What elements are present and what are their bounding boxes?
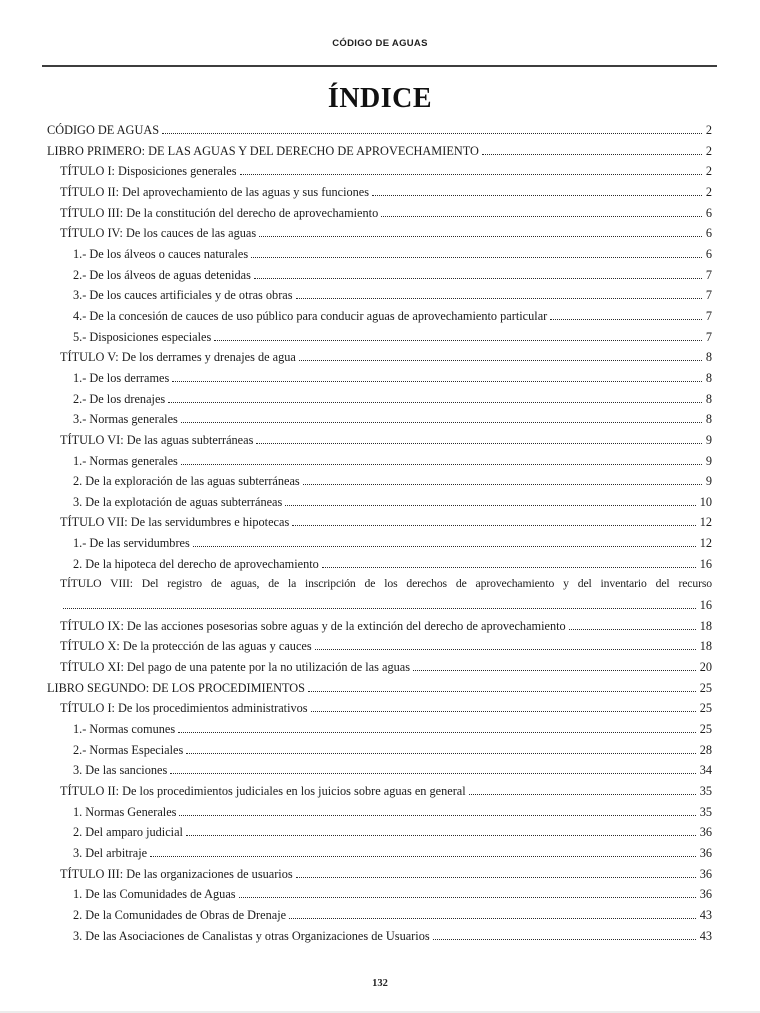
toc-entry-label: TÍTULO IV: De los cauces de las aguas — [60, 226, 257, 241]
toc-entry-label: 1.- Normas comunes — [73, 722, 176, 737]
page-title: ÍNDICE — [327, 83, 433, 114]
dot-leader — [303, 484, 702, 485]
toc-entry-label: TÍTULO VI: De las aguas subterráneas — [60, 432, 254, 447]
dot-leader — [381, 216, 702, 217]
toc-entry-label: 1.- Normas generales — [73, 453, 178, 468]
toc-entry-label: 5.- Disposiciones especiales — [73, 329, 212, 344]
toc-entry — [47, 492, 712, 513]
footer-page-number: 132 — [372, 978, 388, 989]
toc-entry-page-number: 2 — [705, 184, 712, 199]
toc-entry-page-number: 7 — [705, 308, 712, 323]
dot-leader — [181, 464, 702, 465]
toc-entry-page-number: 16 — [699, 556, 712, 571]
dot-leader — [289, 918, 696, 919]
dot-leader — [569, 629, 696, 630]
toc-entry-page-number: 18 — [699, 639, 712, 654]
toc-entry — [47, 223, 712, 244]
toc-entry — [47, 327, 712, 348]
toc-entry — [47, 719, 712, 740]
toc-entry-page-number: 9 — [705, 453, 712, 468]
toc-entry — [47, 451, 712, 472]
toc-entry-label: TÍTULO VIII: Del registro de aguas, de la inscripción de los derechos de aprovechamiento y del inventario del recurso — [60, 577, 712, 591]
header-rule — [42, 65, 717, 67]
dot-leader — [259, 236, 702, 237]
toc-entry-label: TÍTULO III: De las organizaciones de usuarios — [60, 866, 293, 881]
toc-entry-page-number: 7 — [705, 329, 712, 344]
dot-leader — [172, 381, 702, 382]
dot-leader — [254, 278, 702, 279]
toc-entry-label: TÍTULO IX: De las acciones posesorias sobre aguas y de la extinción del derecho de aprovechamiento — [60, 618, 566, 633]
dot-leader — [251, 257, 702, 258]
toc-entry-label: 1.- De los derrames — [73, 370, 170, 385]
dot-leader — [292, 525, 695, 526]
toc-entry-page-number: 28 — [699, 742, 712, 757]
dot-leader — [413, 670, 696, 671]
dot-leader — [186, 753, 695, 754]
toc-entry-page-number: 20 — [699, 660, 712, 675]
toc-entry — [47, 843, 712, 864]
running-header — [0, 38, 760, 49]
toc-entry-label: TÍTULO II: Del aprovechamiento de las aguas y sus funciones — [60, 184, 370, 199]
toc-entry — [47, 161, 712, 182]
toc-entry-label: 4.- De la concesión de cauces de uso público para conducir aguas de aprovechamiento particular — [73, 308, 548, 323]
toc-entry-label: TÍTULO VII: De las servidumbres e hipotecas — [60, 515, 290, 530]
toc-entry — [47, 244, 712, 265]
dot-leader — [315, 649, 696, 650]
dot-leader — [296, 298, 702, 299]
toc-entry — [47, 120, 712, 141]
dot-leader — [179, 815, 695, 816]
toc-entry-page-number: 6 — [705, 246, 712, 261]
toc-entry-page-number: 34 — [699, 763, 712, 778]
toc-entry — [47, 616, 712, 637]
toc-entry-page-number: 35 — [699, 784, 712, 798]
dot-leader — [193, 546, 696, 547]
toc-entry-label: 2. De la hipoteca del derecho de aprovechamiento — [73, 556, 319, 571]
toc-entry-label: 3. De las Asociaciones de Canalistas y otras Organizaciones de Usuarios — [73, 928, 430, 943]
toc-entry-label: 2. Del amparo judicial — [73, 825, 183, 840]
toc-entry-page-number: 35 — [699, 804, 712, 819]
dot-leader — [299, 360, 702, 361]
toc-entry-label: 3. De la explotación de aguas subterráneas — [73, 494, 283, 509]
dot-leader — [285, 505, 695, 506]
toc-entry-label: 2. De la exploración de las aguas subterráneas — [73, 474, 300, 489]
toc-entry — [47, 306, 712, 327]
toc-entry — [47, 760, 712, 781]
dot-leader — [256, 443, 701, 444]
toc-entry-page-number: 36 — [699, 866, 712, 881]
toc-entry-label: LIBRO SEGUNDO: DE LOS PROCEDIMIENTOS — [47, 680, 306, 695]
toc-entry — [47, 471, 712, 492]
toc-entry-page-number: 8 — [705, 350, 712, 365]
toc-entry-label: 2. De la Comunidades de Obras de Drenaje — [73, 907, 287, 922]
toc-entry — [47, 905, 712, 926]
toc-entry — [47, 285, 712, 306]
toc-entry-page-number: 43 — [699, 928, 712, 943]
toc-entry-page-number: 2 — [705, 164, 712, 179]
toc-entry-page-number: 8 — [705, 412, 712, 427]
toc-entry — [47, 368, 712, 389]
toc-entry-page-number: 36 — [699, 845, 712, 860]
toc-entry-label: TÍTULO X: De la protección de las aguas y cauces — [60, 639, 312, 654]
dot-leader — [168, 402, 702, 403]
toc-entry — [47, 389, 712, 410]
toc-entry-page-number: 2 — [705, 123, 712, 137]
toc-entry-page-number: 36 — [699, 825, 712, 840]
dot-leader — [162, 133, 702, 134]
dot-leader — [186, 835, 696, 836]
toc-entry-page-number: 8 — [705, 391, 712, 406]
toc-entry-label: 1. Normas Generales — [73, 804, 177, 819]
toc-entry-page-number: 25 — [699, 701, 712, 716]
toc-entry — [47, 533, 712, 554]
toc-entry-label: TÍTULO I: De los procedimientos administrativos — [60, 701, 308, 716]
toc-entry-label: 3. De las sanciones — [73, 763, 168, 778]
toc-entry — [47, 141, 712, 162]
toc-entry — [47, 740, 712, 761]
dot-leader — [178, 732, 696, 733]
toc-entry-label: 1. De las Comunidades de Aguas — [73, 887, 236, 902]
toc-entry-page-number: 7 — [705, 267, 712, 282]
dot-leader — [311, 711, 696, 712]
dot-leader — [240, 174, 702, 175]
toc-entry — [47, 781, 712, 802]
toc-entry-label: 3.- Normas generales — [73, 412, 178, 427]
dot-leader — [469, 794, 696, 795]
toc-entry — [47, 822, 712, 843]
toc-entry-page-number: 43 — [699, 907, 712, 922]
toc-entry-label: 2.- De los drenajes — [73, 391, 166, 406]
toc-entry-label: 3. Del arbitraje — [73, 845, 148, 860]
toc-entry — [47, 636, 712, 657]
toc-entry-label: 3.- De los cauces artificiales y de otras obras — [73, 288, 293, 303]
toc-entry — [47, 409, 712, 430]
toc-entry-page-number: 12 — [699, 536, 712, 551]
toc-entry-label: TÍTULO I: Disposiciones generales — [60, 164, 237, 179]
toc-entry-label: 1.- De las servidumbres — [73, 536, 190, 551]
toc-entry-page-number: 2 — [705, 143, 712, 158]
toc-entry — [47, 698, 712, 719]
toc-entry-page-number: 6 — [705, 226, 712, 241]
dot-leader — [170, 773, 695, 774]
toc-entry — [47, 265, 712, 286]
toc-entry-page-number: 36 — [699, 887, 712, 902]
toc-entry-page-number: 18 — [699, 618, 712, 633]
toc-entry — [47, 864, 712, 885]
toc-entry — [47, 203, 712, 224]
toc-entry — [47, 884, 712, 905]
toc-entry — [47, 430, 712, 451]
toc-entry — [47, 657, 712, 678]
toc-entry-label: TÍTULO V: De los derrames y drenajes de agua — [60, 350, 296, 365]
toc-entry-page-number: 7 — [705, 288, 712, 303]
dot-leader — [181, 422, 702, 423]
toc-entry-page-number: 25 — [699, 680, 712, 695]
dot-leader — [308, 691, 696, 692]
toc-entry — [47, 802, 712, 823]
toc-entry — [47, 926, 712, 947]
toc-entry — [47, 554, 712, 575]
dot-leader — [372, 195, 702, 196]
dot-leader — [322, 567, 696, 568]
table-of-contents — [47, 120, 712, 946]
toc-entry — [47, 574, 712, 615]
toc-entry-label: 2.- De los álveos de aguas detenidas — [73, 267, 251, 282]
dot-leader — [214, 340, 702, 341]
toc-entry-page-number: 8 — [705, 370, 712, 385]
toc-entry — [47, 347, 712, 368]
toc-entry-page-number: 25 — [699, 722, 712, 737]
toc-entry-page-number: 6 — [705, 205, 712, 220]
toc-entry — [47, 512, 712, 533]
toc-entry-label: TÍTULO III: De la constitución del derecho de aprovechamiento — [60, 205, 379, 220]
dot-leader — [550, 319, 702, 320]
dot-leader — [482, 154, 702, 155]
page-footer — [0, 978, 760, 989]
toc-entry — [47, 678, 712, 699]
dot-leader — [433, 939, 696, 940]
toc-entry-label: TÍTULO XI: Del pago de una patente por la no utilización de las aguas — [60, 660, 410, 675]
toc-entry-label: TÍTULO II: De los procedimientos judiciales en los juicios sobre aguas en general — [60, 784, 466, 798]
toc-entry-label: CÓDIGO DE AGUAS — [47, 123, 160, 137]
toc-entry-page-number: 9 — [705, 432, 712, 447]
toc-entry-page-number: 9 — [705, 474, 712, 489]
dot-leader — [239, 897, 696, 898]
toc-entry-page-number: 12 — [699, 515, 712, 530]
toc-entry — [47, 182, 712, 203]
toc-entry-label: 1.- De los álveos o cauces naturales — [73, 246, 249, 261]
toc-entry-label: LIBRO PRIMERO: DE LAS AGUAS Y DEL DERECHO DE APROVECHAMIENTO — [47, 143, 479, 158]
toc-entry-page-number: 16 — [699, 598, 712, 613]
dot-leader — [63, 608, 696, 609]
toc-entry-label: 2.- Normas Especiales — [73, 742, 184, 757]
toc-entry-page-number: 10 — [699, 494, 712, 509]
dot-leader — [296, 877, 696, 878]
dot-leader — [150, 856, 696, 857]
running-header-text: CÓDIGO DE AGUAS — [332, 38, 428, 49]
